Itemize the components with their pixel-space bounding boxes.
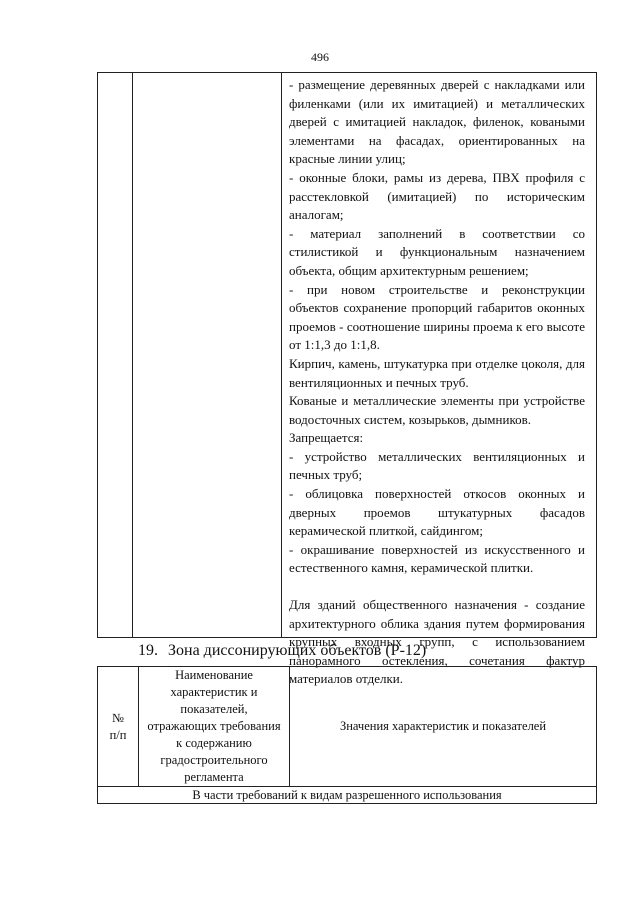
header-name-line: градостроительного (160, 753, 268, 767)
header-number-cell (98, 667, 139, 787)
header-name-line: к содержанию (176, 736, 252, 750)
column-divider (281, 73, 282, 637)
header-name-cell (139, 667, 290, 787)
zone-requirements-table (97, 666, 597, 804)
paragraph-fill-material: - материал заполнений в соответствии со стилистикой и функциональным назначением объекта, общим архитектурным решением; (289, 225, 585, 278)
page-number: 496 (311, 50, 329, 64)
paragraph-cladding: - облицовка поверхностей откосов оконных и дверных проемов штукатурных фасадов керамической плиткой, сайдингом; (289, 486, 585, 539)
header-number-line: п/п (109, 727, 127, 742)
header-name-line: характеристик и (170, 685, 258, 699)
paragraph-plinth-materials: Кирпич, камень, штукатурка при отделке цоколя, для вентиляционных и печных труб. (289, 355, 585, 390)
requirements-values-cell (289, 76, 585, 689)
paragraph-public-buildings: Для зданий общественного назначения - создание архитектурного облика здания путем формирования крупных входных групп, с использованием панорамного остекления, сочетания фактур материалов отделки. (289, 597, 585, 687)
header-name-line: Наименование (175, 668, 253, 682)
paragraph-windows: - оконные блоки, рамы из дерева, ПВХ профиля с расстекловкой (имитацией) по историческим аналогам; (289, 169, 585, 223)
column-divider (132, 73, 133, 637)
paragraph-doors: - размещение деревянных дверей с накладками или филенками (или их имитацией) и металлических дверей с имитацией накладок, филенок, коваными элементами на фасадах, ориентированных на красные линии улиц; (289, 77, 585, 167)
permitted-use-section-cell: В части требований к видам разрешенного использования (98, 787, 597, 804)
section-number: 19. (138, 642, 158, 659)
table-span-row (98, 787, 597, 804)
section-title: Зона диссонирующих объектов (Р-12) (168, 642, 427, 659)
paragraph-forged-elements: Кованые и металлические элементы при устройстве водосточных систем, козырьков, дымников. (289, 393, 585, 427)
paragraph-metal-pipes: - устройство металлических вентиляционных и печных труб; (289, 448, 585, 483)
section-heading (138, 642, 426, 660)
paragraph-prohibited-heading: Запрещается: (289, 430, 364, 446)
table-header-row (98, 667, 597, 787)
header-number-line: № (112, 710, 124, 725)
header-values-cell: Значения характеристик и показателей (290, 667, 597, 787)
header-name-line: показателей, (180, 702, 248, 716)
header-name-line: регламента (184, 770, 244, 784)
header-name-line: отражающих требования (147, 719, 281, 733)
paragraph-spacer (289, 578, 585, 596)
paragraph-window-proportions: - при новом строительстве и реконструкции объектов сохранение пропорций габаритов оконных проемов - соотношение ширины проема к его высоте от 1:1,3 до 1:1,8. (289, 281, 585, 353)
paragraph-painting: - окрашивание поверхностей из искусственного и естественного камня, керамической плитки. (289, 541, 585, 576)
